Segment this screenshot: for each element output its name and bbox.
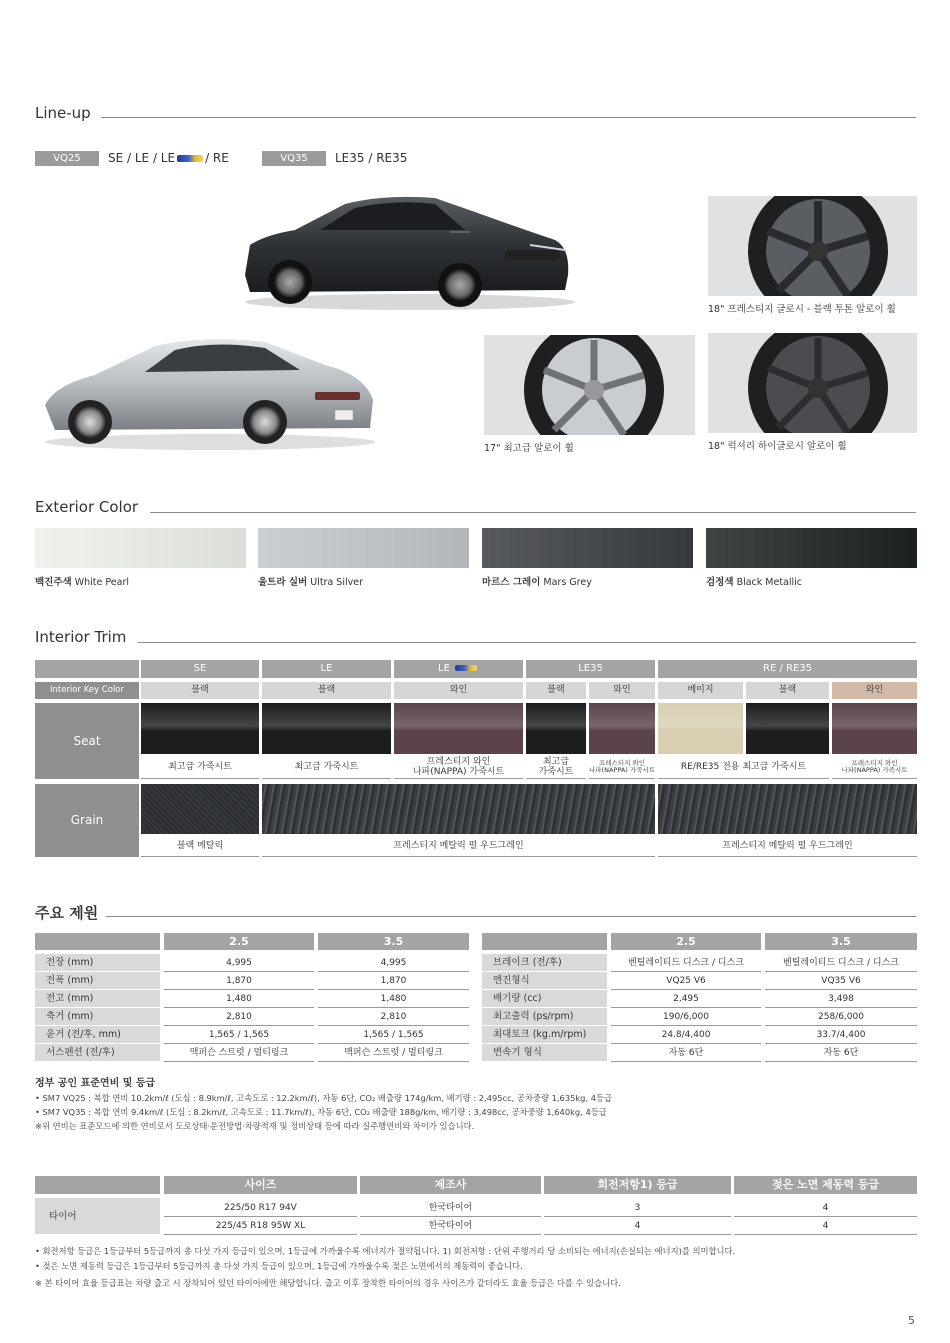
spec-label: 윤거 (전/후, mm)	[35, 1026, 160, 1044]
wheel-image-17	[484, 335, 695, 435]
spec-label: 엔진형식	[482, 972, 607, 990]
interior-divider	[138, 642, 916, 643]
trim-col-re-re35: RE / RE35	[658, 660, 917, 678]
spec-value-25: 2,495	[611, 990, 761, 1008]
vq35-chip: VQ35	[262, 151, 326, 166]
tire-header-wet-grip: 젖은 노면 제동력 등급	[734, 1176, 917, 1194]
tire-maker: 한국타이어	[360, 1217, 541, 1235]
interior-title: Interior Trim	[35, 628, 127, 646]
key-color-cell: 베이지	[658, 682, 743, 699]
key-color-cell: 블랙	[526, 682, 586, 699]
specs-divider	[106, 916, 916, 917]
color-name-ko: 울트라 실버	[258, 577, 308, 588]
tire-header-maker: 제조사	[360, 1176, 541, 1194]
grain-swatch-wood-2	[658, 784, 917, 834]
spec-value-25: 자동 6단	[611, 1044, 761, 1062]
color-caption	[706, 574, 802, 588]
trim-col-le-premium-label: LE	[438, 663, 450, 674]
tire-rolling-resistance: 4	[544, 1217, 731, 1235]
lineup-divider	[101, 117, 916, 118]
fuel-title: 정부 공인 표준연비 및 등급	[35, 1078, 156, 1089]
spec-value-25: VQ25 V6	[611, 972, 761, 990]
car-front-image	[235, 190, 580, 315]
color-name-ko: 백진주색	[35, 577, 72, 588]
seat-leather-swatch	[746, 703, 829, 754]
premium-badge-icon	[177, 155, 203, 162]
lineup-title: Line-up	[35, 104, 91, 122]
spec-value-35: 1,565 / 1,565	[318, 1026, 469, 1044]
premium-badge-icon	[455, 665, 477, 671]
seat-row-label: Seat	[35, 703, 139, 779]
seat-desc: RE/RE35 전용 최고급 가죽시트	[658, 756, 829, 779]
spec-label: 전고 (mm)	[35, 990, 160, 1008]
seat-leather-swatch	[526, 703, 586, 754]
spec-value-35: 33.7/4,400	[765, 1026, 917, 1044]
color-swatch	[482, 528, 693, 568]
grain-desc-re: 프레스티지 메탈릭 펄 우드그레인	[658, 836, 917, 857]
spec-value-35: 자동 6단	[765, 1044, 917, 1062]
spec-left-header-blank	[35, 933, 160, 950]
tire-header-size: 사이즈	[164, 1176, 357, 1194]
wheel-caption-17: 17" 최고급 알로이 휠	[484, 443, 574, 454]
spec-value-25: 24.8/4,400	[611, 1026, 761, 1044]
spec-right-header-35: 3.5	[765, 933, 917, 950]
trim-header-blank	[35, 660, 139, 678]
spec-value-35: 4,995	[318, 954, 469, 972]
tire-rolling-resistance: 3	[544, 1199, 731, 1217]
spec-value-25: 1,565 / 1,565	[164, 1026, 314, 1044]
spec-value-25: 1,480	[164, 990, 314, 1008]
spec-value-35: 1,480	[318, 990, 469, 1008]
wheel-caption-18-gloss-black: 18" 프레스티지 글로시 - 블랙 투톤 알로이 휠	[708, 304, 896, 315]
spec-value-35: 258/6,000	[765, 1008, 917, 1026]
tire-wet-grip: 4	[734, 1199, 917, 1217]
color-name-en: White Pearl	[74, 577, 129, 588]
spec-right-header-blank	[482, 933, 607, 950]
wheel-image-18-gloss-black	[708, 196, 917, 296]
trim-col-le: LE	[262, 660, 391, 678]
color-swatch	[706, 528, 917, 568]
seat-desc: 프레스티지 와인 나파(NAPPA) 가죽시트	[394, 756, 523, 779]
seat-desc: 프레스티지 와인 나파(NAPPA) 가죽시트	[589, 756, 655, 779]
color-caption	[258, 574, 363, 588]
vq25-trims	[108, 151, 229, 165]
color-name-en: Black Metallic	[736, 577, 803, 588]
tire-note-2: • 젖은 노면 제동력 등급은 1등급부터 5등급까지 총 다섯 가지 등급이 있으며, 1등급에 가까울수록 젖은 노면에서의 제동력이 좋습니다.	[35, 1261, 523, 1271]
key-color-cell: 와인	[832, 682, 917, 699]
color-caption	[35, 574, 129, 588]
spec-label: 변속기 형식	[482, 1044, 607, 1062]
grain-desc-se: 블랙 메탈릭	[141, 836, 259, 857]
key-color-cell: 와인	[589, 682, 655, 699]
wheel-image-18-luxury	[708, 333, 917, 433]
color-name-ko: 검정색	[706, 577, 734, 588]
grain-swatch-wood-1	[262, 784, 655, 834]
spec-value-25: 4,995	[164, 954, 314, 972]
spec-label: 전장 (mm)	[35, 954, 160, 972]
spec-label: 배기량 (cc)	[482, 990, 607, 1008]
page-number: 5	[908, 1314, 915, 1327]
spec-label: 최대토크 (kg.m/rpm)	[482, 1026, 607, 1044]
trim-col-le-premium	[394, 660, 523, 678]
seat-leather-swatch	[589, 703, 655, 754]
spec-label: 축거 (mm)	[35, 1008, 160, 1026]
seat-desc: 최고급 가죽시트	[262, 756, 391, 779]
tire-header-rolling-resistance: 회전저항1) 등급	[544, 1176, 731, 1194]
vq25-trims-text-b: / RE	[205, 151, 229, 165]
spec-value-35: 3,498	[765, 990, 917, 1008]
spec-value-25: 벤틸레이티드 디스크 / 디스크	[611, 954, 761, 972]
color-caption	[482, 574, 592, 588]
vq25-trims-text-a: SE / LE / LE	[108, 151, 176, 165]
trim-col-le35: LE35	[526, 660, 655, 678]
seat-desc: 최고급 가죽시트	[141, 756, 259, 779]
color-swatch	[35, 528, 246, 568]
seat-leather-swatch	[658, 703, 743, 754]
spec-label: 브레이크 (전/후)	[482, 954, 607, 972]
vq25-chip: VQ25	[35, 151, 99, 166]
tire-note-1: • 회전저항 등급은 1등급부터 5등급까지 총 다섯 가지 등급이 있으며, 1등급에 가까울수록 에너지가 절약됩니다. 1) 회전저항 : 단위 주행거리 당 소비되는 에너지(손실되는 에너지)를 의미합니다.	[35, 1246, 736, 1256]
spec-right-header-25: 2.5	[611, 933, 761, 950]
seat-leather-swatch	[394, 703, 523, 754]
spec-value-25: 맥퍼슨 스트럿 / 멀티링크	[164, 1044, 314, 1062]
spec-value-35: 2,810	[318, 1008, 469, 1026]
key-color-cell: 와인	[394, 682, 523, 699]
spec-left-header-25: 2.5	[164, 933, 314, 950]
spec-value-25: 1,870	[164, 972, 314, 990]
tire-wet-grip: 4	[734, 1217, 917, 1235]
seat-desc: 프레스티지 와인 나파(NAPPA) 가죽시트	[832, 756, 917, 779]
spec-label: 최고출력 (ps/rpm)	[482, 1008, 607, 1026]
color-swatch	[258, 528, 469, 568]
grain-swatch-black-metallic	[141, 784, 259, 834]
wheel-caption-18-luxury: 18" 럭셔리 하이글로시 알로이 휠	[708, 441, 847, 452]
key-color-cell: 블랙	[746, 682, 829, 699]
grain-row-label: Grain	[35, 784, 139, 857]
spec-label: 서스펜션 (전/후)	[35, 1044, 160, 1062]
vq35-trims: LE35 / RE35	[335, 151, 408, 165]
tire-row-label: 타이어	[35, 1198, 160, 1235]
spec-value-35: 벤틸레이티드 디스크 / 디스크	[765, 954, 917, 972]
tire-header-blank	[35, 1176, 160, 1194]
fuel-line-vq25: • SM7 VQ25 : 복합 연비 10.2km/ℓ (도심 : 8.9km/ℓ, 고속도로 : 12.2km/ℓ), 자동 6단, CO₂ 배출량 174g/km, 배기량 : 2,495cc, 공차중량 1,635kg, 4등급	[35, 1093, 613, 1103]
specs-title: 주요 제원	[35, 904, 99, 922]
seat-leather-swatch	[141, 703, 259, 754]
spec-value-35: 1,870	[318, 972, 469, 990]
car-rear-image	[35, 330, 385, 455]
tire-size: 225/50 R17 94V	[164, 1199, 357, 1217]
exterior-divider	[150, 512, 916, 513]
spec-label: 전폭 (mm)	[35, 972, 160, 990]
key-color-cell: 블랙	[141, 682, 259, 699]
color-name-en: Mars Grey	[543, 577, 592, 588]
fuel-line-vq35: • SM7 VQ35 : 복합 연비 9.4km/ℓ (도심 : 8.2km/ℓ, 고속도로 : 11.7km/ℓ), 자동 6단, CO₂ 배출량 188g/km, 배기량 : 3,498cc, 공차중량 1,640kg, 4등급	[35, 1107, 607, 1117]
spec-value-25: 2,810	[164, 1008, 314, 1026]
grain-desc-le: 프레스티지 메탈릭 펄 우드그레인	[262, 836, 655, 857]
spec-value-35: VQ35 V6	[765, 972, 917, 990]
key-color-cell: 블랙	[262, 682, 391, 699]
color-name-ko: 마르스 그레이	[482, 577, 541, 588]
seat-desc: 최고급 가죽시트	[526, 756, 586, 779]
tire-note-3: ※ 본 타이어 효율 등급표는 차량 출고 시 장착되어 있던 타이어에만 해당합니다. 출고 이후 장착한 타이어의 경우 사이즈가 같더라도 효율 등급은 다를 수 있습니다.	[35, 1278, 621, 1288]
tire-size: 225/45 R18 95W XL	[164, 1217, 357, 1235]
spec-left-header-35: 3.5	[318, 933, 469, 950]
exterior-title: Exterior Color	[35, 498, 139, 516]
interior-key-color-label: Interior Key Color	[35, 682, 139, 699]
trim-col-se: SE	[141, 660, 259, 678]
color-name-en: Ultra Silver	[310, 577, 363, 588]
seat-leather-swatch	[832, 703, 917, 754]
spec-value-35: 맥퍼슨 스트럿 / 멀티링크	[318, 1044, 469, 1062]
seat-leather-swatch	[262, 703, 391, 754]
spec-value-25: 190/6,000	[611, 1008, 761, 1026]
tire-maker: 한국타이어	[360, 1199, 541, 1217]
fuel-disclaimer: ※위 연비는 표준모드에 의한 연비로서 도로상태·운전방법·차량적재 및 정비상태 등에 따라 실주행연비와 차이가 있습니다.	[35, 1121, 475, 1131]
